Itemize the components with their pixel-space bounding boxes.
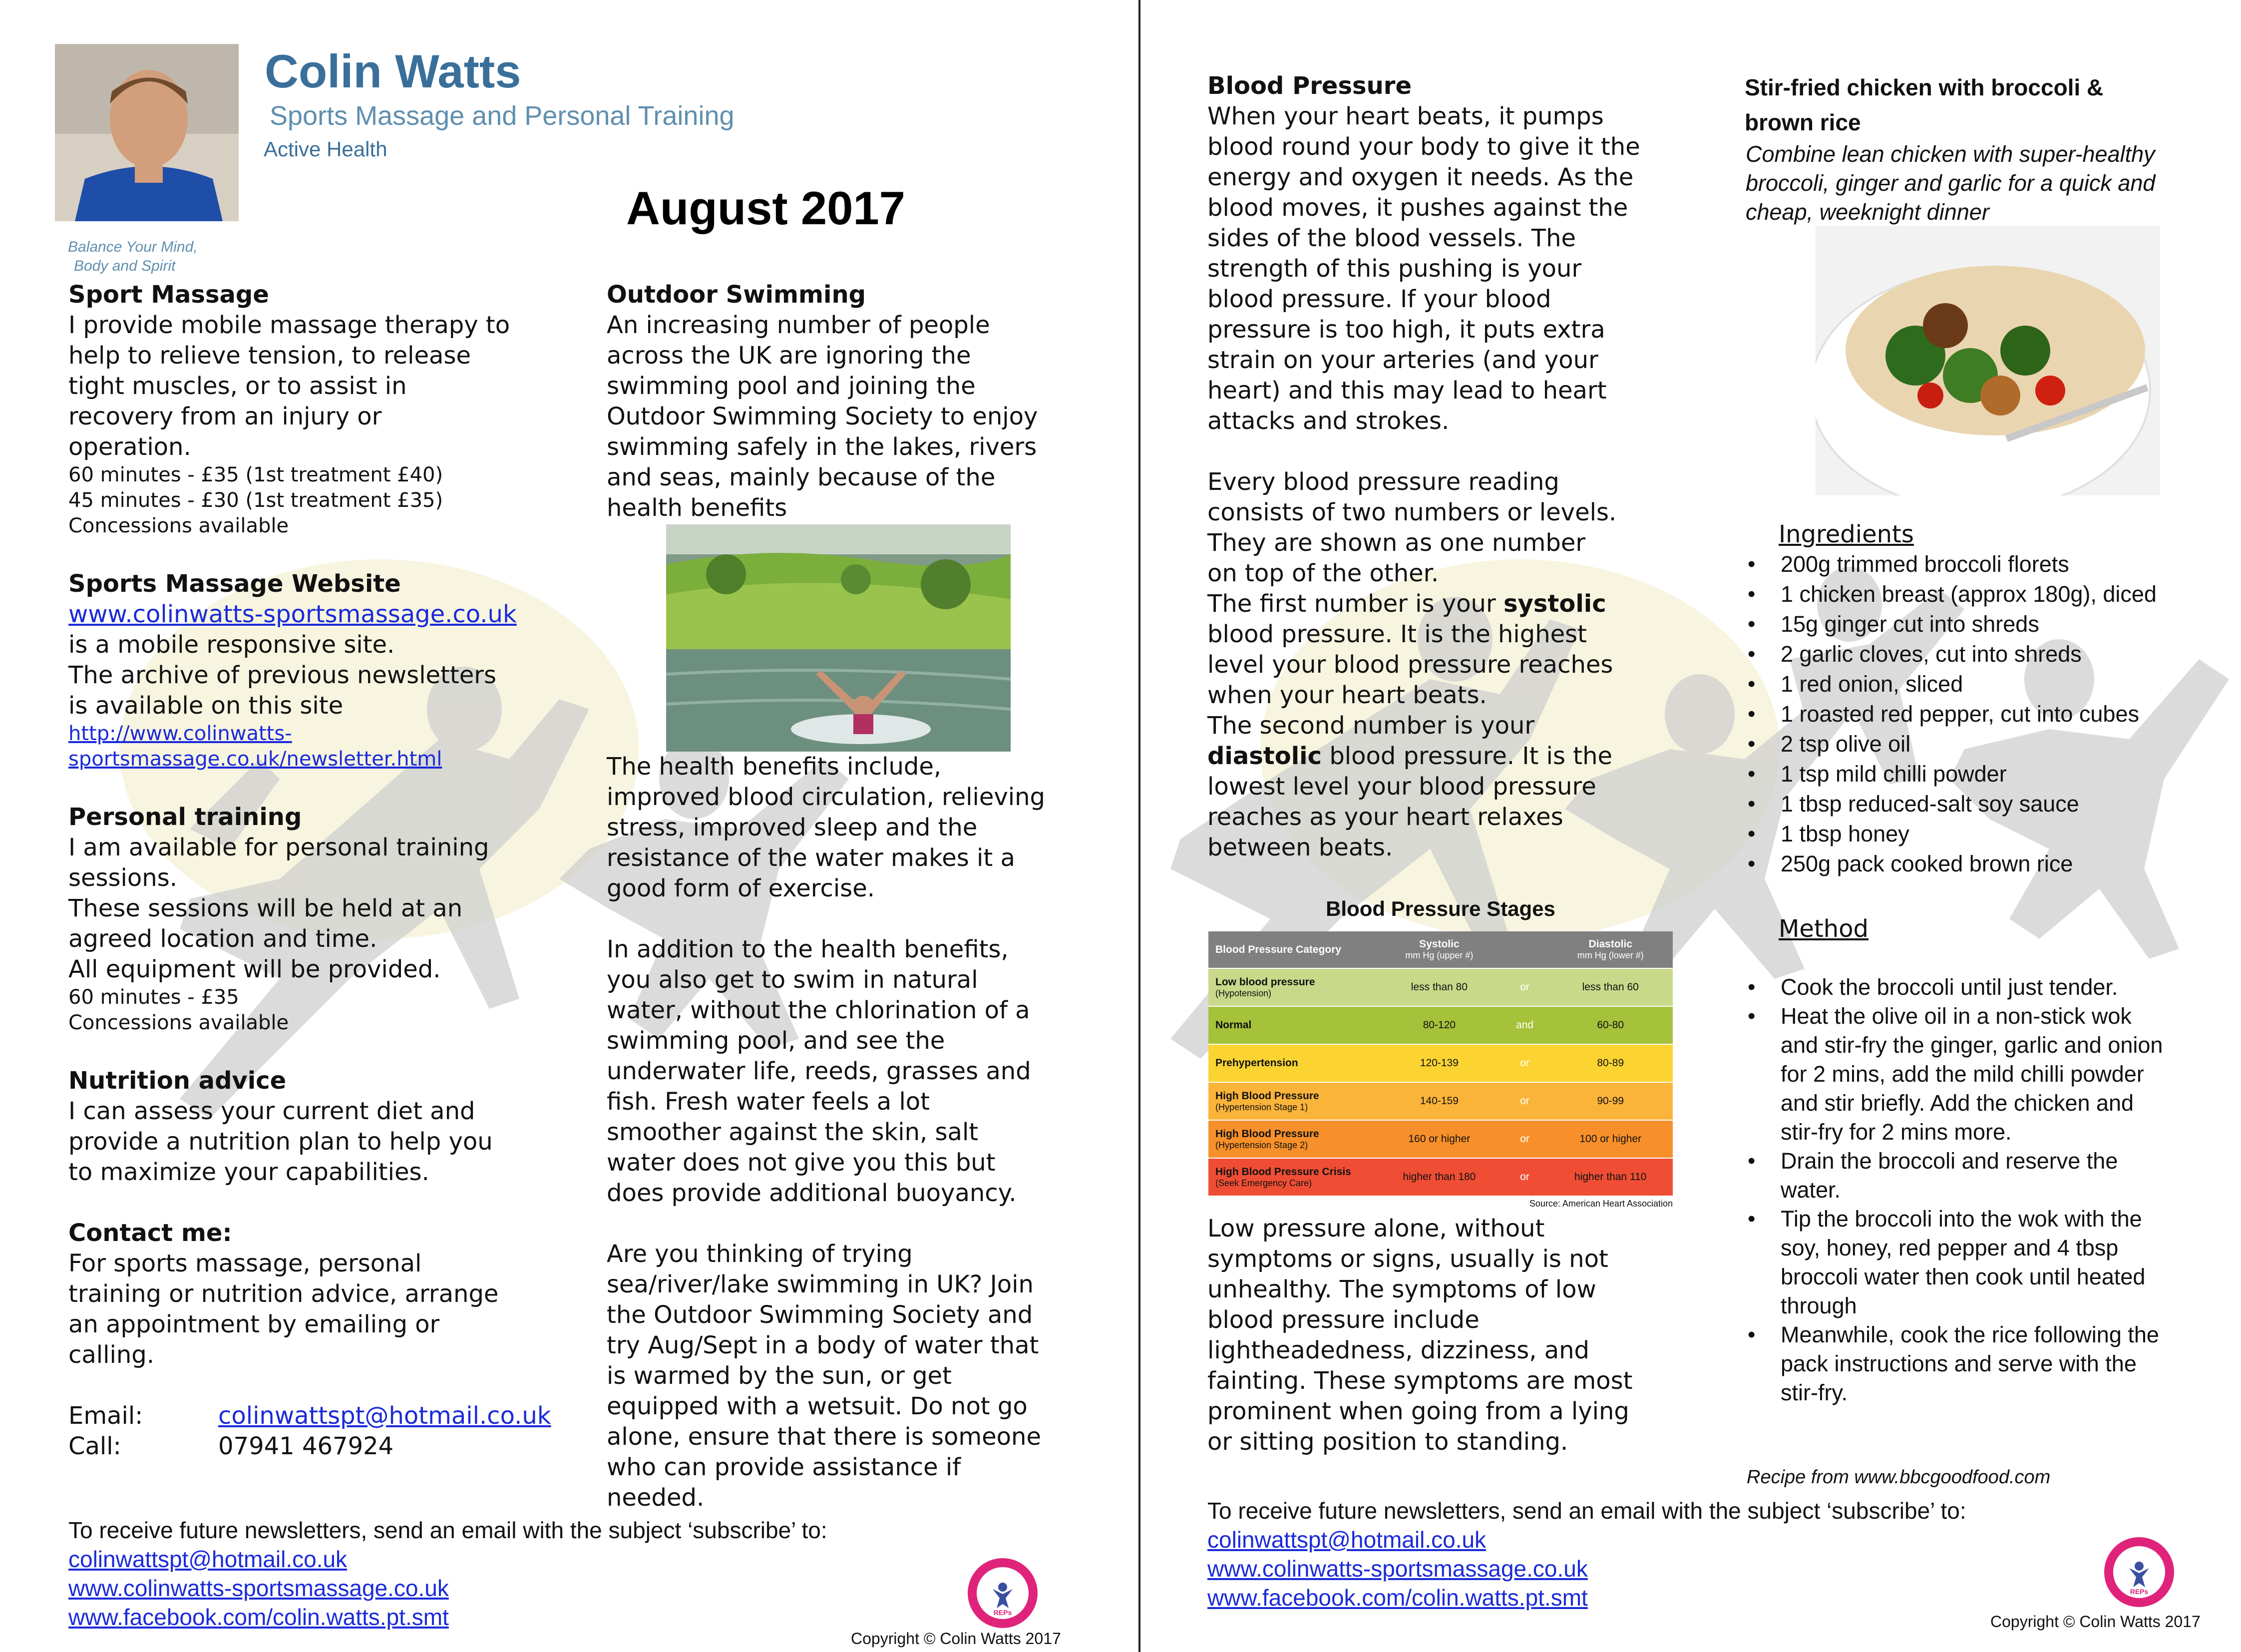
low-pressure-text — [1207, 1214, 1707, 1457]
text-line: prominent when going from a lying — [1207, 1397, 1629, 1425]
method-heading: Method — [1779, 915, 1869, 943]
text-line: who can provide assistance if — [607, 1453, 961, 1481]
blood-pressure-heading: Blood Pressure — [1207, 72, 1412, 100]
personal-training-text — [68, 832, 568, 985]
bp-join-cell: or — [1501, 1044, 1548, 1082]
text-line: across the UK are ignoring the — [607, 342, 971, 370]
text-line: equipped with a wetsuit. Do not go — [607, 1392, 1028, 1420]
text-line: agreed location and time. — [68, 925, 377, 953]
left-column — [68, 280, 568, 1462]
bp-systolic-cell: 140-159 — [1377, 1082, 1501, 1120]
systolic-description — [1207, 619, 1707, 741]
text-line: training or nutrition advice, arrange — [68, 1280, 499, 1308]
text-line: In addition to the health benefits, — [607, 935, 1009, 963]
method-step: • Heat the olive oil in a non-stick wok and stir-fry the ginger, garlic and onion for 2 mins, add the mild chilli powder and stir briefly. Add the chicken and stir-fry for 2 mins more. — [1744, 1002, 2223, 1147]
bp-diastolic-cell: 80-89 — [1548, 1044, 1673, 1082]
text-line: on top of the other. — [1207, 559, 1439, 587]
contact-email-link[interactable]: colinwattspt@hotmail.co.uk — [218, 1402, 551, 1430]
reps-badge-icon — [968, 1558, 1038, 1628]
text-line: I am available for personal training — [68, 833, 489, 861]
swimming-photo — [666, 524, 1011, 752]
text-line: lowest level your blood pressure — [1207, 773, 1596, 801]
recipe-intro-line: cheap, weeknight dinner — [1746, 199, 1989, 225]
text-line: An increasing number of people — [607, 311, 990, 339]
text-line: For sports massage, personal — [68, 1249, 422, 1277]
text-line: water, without the chlorination of a — [607, 996, 1030, 1024]
text-line: and seas, mainly because of the — [607, 463, 996, 491]
blood-pressure-column — [1207, 71, 1707, 863]
ingredient-item: • 2 tsp olive oil — [1744, 729, 2223, 759]
bp-join-cell: or — [1501, 1120, 1548, 1158]
website-heading: Sports Massage Website — [68, 570, 401, 598]
bp-stages-table — [1208, 931, 1673, 1197]
text-line: consists of two numbers or levels. — [1207, 498, 1617, 526]
email-label: Email: — [68, 1402, 143, 1430]
text-line: I provide mobile massage therapy to — [68, 311, 510, 339]
blood-pressure-reading — [1207, 467, 1707, 589]
text-line: reaches as your heart relaxes — [1207, 803, 1563, 831]
ingredient-item: • 1 chicken breast (approx 180g), diced — [1744, 579, 2223, 609]
swimming-column — [607, 280, 1116, 523]
recipe-intro — [1746, 140, 2225, 227]
newsletter-page-right — [1140, 0, 2241, 1652]
text-line: blood moves, it pushes against the — [1207, 194, 1628, 222]
bp-table-row — [1208, 1006, 1673, 1044]
text-line: calling. — [68, 1341, 154, 1369]
text-line: is a mobile responsive site. — [68, 631, 395, 659]
text-line: you also get to swim in natural — [607, 966, 978, 994]
text-line: strength of this pushing is your — [1207, 255, 1582, 283]
recipe-credit: Recipe from www.bbcgoodfood.com — [1747, 1467, 2051, 1488]
bp-category-cell: High Blood Pressure Crisis (Seek Emergency Care) — [1208, 1158, 1377, 1196]
bp-join-cell: or — [1501, 968, 1548, 1006]
sport-massage-text — [68, 310, 568, 462]
text-line: Low pressure alone, without — [1207, 1215, 1545, 1242]
text-line: strain on your arteries (and your — [1207, 346, 1598, 374]
sport-massage-heading: Sport Massage — [68, 281, 269, 309]
text-line: All equipment will be provided. — [68, 955, 441, 983]
text-line: underwater life, reeds, grasses and — [607, 1057, 1031, 1085]
text-line: is available on this site — [68, 692, 344, 720]
text-line: Are you thinking of trying — [607, 1240, 913, 1268]
bp-diastolic-cell: 60-80 — [1548, 1006, 1673, 1044]
swimming-benefits — [607, 752, 1116, 904]
text-line: sessions. — [68, 864, 177, 892]
text-line: blood pressure. If your blood — [1207, 285, 1551, 313]
ingredient-item: • 1 tbsp reduced-salt soy sauce — [1744, 789, 2223, 819]
blood-pressure-intro — [1207, 101, 1707, 436]
sport-massage-price: 60 minutes - £35 (1st treatment £40) — [68, 463, 443, 486]
bp-diastolic-cell: 90-99 — [1548, 1082, 1673, 1120]
ingredient-item: • 200g trimmed broccoli florets — [1744, 549, 2223, 579]
text-line: the Outdoor Swimming Society and — [607, 1301, 1033, 1329]
text-line: tight muscles, or to assist in — [68, 372, 407, 400]
call-label: Call: — [68, 1432, 121, 1460]
bp-table-source: Source: American Heart Association — [1529, 1199, 1673, 1209]
text-line: symptoms or signs, usually is not — [1207, 1245, 1608, 1273]
website-text — [68, 630, 568, 721]
text-line: provide a nutrition plan to help you — [68, 1128, 493, 1156]
personal-training-concessions: Concessions available — [68, 1011, 289, 1034]
footer-facebook-link[interactable]: www.facebook.com/colin.watts.pt.smt — [1207, 1585, 1588, 1611]
bp-table-row — [1208, 1082, 1673, 1120]
badge-label: REPs — [993, 1609, 1012, 1617]
text-line: When your heart beats, it pumps — [1207, 102, 1604, 130]
newsletter-date: August 2017 — [626, 182, 905, 234]
text-line: help to relieve tension, to release — [68, 342, 471, 370]
text-line: unhealthy. The symptoms of low — [1207, 1275, 1596, 1303]
bp-table-title: Blood Pressure Stages — [1326, 897, 1555, 920]
ingredients-list — [1744, 549, 2223, 879]
text-line: swimming pool, and see the — [607, 1027, 945, 1055]
reps-badge-icon — [2104, 1537, 2174, 1607]
bp-diastolic-cell: 100 or higher — [1548, 1120, 1673, 1158]
bp-table-row — [1208, 1044, 1673, 1082]
recipe-intro-line: broccoli, ginger and garlic for a quick and — [1746, 170, 2156, 196]
copyright: Copyright © Colin Watts 2017 — [1990, 1613, 2201, 1631]
ingredient-item: • 1 tbsp honey — [1744, 819, 2223, 849]
recipe-photo — [1816, 226, 2160, 495]
bp-systolic-cell: 80-120 — [1377, 1006, 1501, 1044]
text-line: to maximize your capabilities. — [68, 1158, 429, 1186]
recipe-intro-line: Combine lean chicken with super-healthy — [1746, 141, 2155, 167]
nutrition-heading: Nutrition advice — [68, 1067, 287, 1095]
text-line: improved blood circulation, relieving — [607, 783, 1046, 811]
text-line: water does not give you this but — [607, 1149, 996, 1177]
footer — [68, 1516, 827, 1632]
diastolic-description — [1207, 772, 1707, 863]
personal-training-heading: Personal training — [68, 803, 302, 831]
low-pressure-section — [1207, 1214, 1707, 1457]
header-subtitle: Sports Massage and Personal Training — [270, 101, 735, 131]
recipe-title-line: brown rice — [1745, 109, 1861, 135]
text-line: They are shown as one number — [1207, 529, 1586, 557]
text-line: does provide additional buoyancy. — [607, 1179, 1017, 1207]
footer-email-link[interactable]: colinwattspt@hotmail.co.uk — [68, 1546, 348, 1572]
method-step: • Drain the broccoli and reserve the water. — [1744, 1147, 2223, 1205]
text-line: I can assess your current diet and — [68, 1097, 475, 1125]
footer-website-link[interactable]: www.colinwatts-sportsmassage.co.uk — [68, 1575, 449, 1601]
text-line: sea/river/lake swimming in UK? Join — [607, 1270, 1034, 1298]
text-line: resistance of the water makes it a — [607, 844, 1015, 872]
footer-subscribe: To receive future newsletters, send an email with the subject ‘subscribe’ to: — [68, 1517, 827, 1543]
text-line: alone, ensure that there is someone — [607, 1423, 1041, 1451]
bp-table-row — [1208, 1120, 1673, 1158]
header-tagline: Active Health — [264, 137, 387, 161]
method-step: • Cook the broccoli until just tender. — [1744, 973, 2223, 1002]
text-line: energy and oxygen it needs. As the — [1207, 163, 1634, 191]
footer — [1207, 1496, 1966, 1612]
contact-email-row — [68, 1401, 568, 1431]
text-line: smoother against the skin, salt — [607, 1118, 979, 1146]
text-line: blood round your body to give it the — [1207, 133, 1640, 161]
text-line: sides of the blood vessels. The — [1207, 224, 1576, 252]
text-line: The health benefits include, — [607, 753, 942, 781]
bp-category-cell: High Blood Pressure (Hypertension Stage 1) — [1208, 1082, 1377, 1120]
copyright: Copyright © Colin Watts 2017 — [851, 1630, 1061, 1648]
badge-label: REPs — [2130, 1588, 2149, 1596]
systolic-pre: The first number is your — [1207, 590, 1503, 618]
personal-training-price: 60 minutes - £35 — [68, 986, 239, 1009]
footer-subscribe: To receive future newsletters, send an email with the subject ‘subscribe’ to: — [1207, 1498, 1966, 1524]
bp-systolic-cell: 120-139 — [1377, 1044, 1501, 1082]
motto — [68, 238, 198, 276]
text-line: These sessions will be held at an — [68, 894, 463, 922]
ingredient-item: • 15g ginger cut into shreds — [1744, 609, 2223, 639]
method-step: • Tip the broccoli into the wok with the soy, honey, red pepper and 4 tbsp broccoli water then cook until heated through — [1744, 1205, 2223, 1320]
systolic-term: systolic — [1503, 590, 1606, 618]
archive-link[interactable]: sportsmassage.co.uk/newsletter.html — [68, 748, 442, 771]
footer-email-link[interactable]: colinwattspt@hotmail.co.uk — [1207, 1527, 1487, 1553]
text-line: The archive of previous newsletters — [68, 661, 496, 689]
systolic-line — [1207, 589, 1707, 619]
bp-join-cell: or — [1501, 1082, 1548, 1120]
text-line: recovery from an injury or — [68, 403, 382, 430]
text-line: try Aug/Sept in a body of water that — [607, 1331, 1039, 1359]
contact-phone-row — [68, 1431, 568, 1462]
text-line: swimming pool and joining the — [607, 372, 976, 400]
bp-join-cell: and — [1501, 1006, 1548, 1044]
recipe-title-line: Stir-fried chicken with broccoli & — [1745, 74, 2104, 100]
method-list — [1744, 973, 2223, 1407]
ingredients-heading: Ingredients — [1779, 520, 1914, 548]
recipe-title — [1745, 70, 2224, 140]
sport-massage-concessions: Concessions available — [68, 514, 289, 537]
bp-col-category: Blood Pressure Category — [1208, 931, 1377, 968]
bp-category-cell: Normal — [1208, 1006, 1377, 1044]
motto-line: Body and Spirit — [74, 258, 176, 274]
website-link[interactable]: www.colinwatts-sportsmassage.co.uk — [68, 600, 517, 628]
footer-facebook-link[interactable]: www.facebook.com/colin.watts.pt.smt — [68, 1604, 449, 1630]
header-name: Colin Watts — [265, 45, 521, 97]
diastolic-term: diastolic — [1207, 742, 1322, 770]
bp-table-row — [1208, 1158, 1673, 1196]
text-line: when your heart beats. — [1207, 681, 1487, 709]
diastolic-post: blood pressure. It is the — [1322, 742, 1613, 770]
contact-heading: Contact me: — [68, 1219, 232, 1247]
text-line: needed. — [607, 1484, 705, 1512]
bp-systolic-cell: less than 80 — [1377, 968, 1501, 1006]
ingredient-item: • 1 red onion, sliced — [1744, 669, 2223, 699]
nutrition-text — [68, 1096, 568, 1188]
text-line: health benefits — [607, 494, 787, 522]
text-line: good form of exercise. — [607, 874, 875, 902]
bp-diastolic-cell: higher than 110 — [1548, 1158, 1673, 1196]
motto-line: Balance Your Mind, — [68, 239, 198, 255]
text-line: attacks and strokes. — [1207, 407, 1450, 435]
diastolic-line — [1207, 741, 1707, 772]
bp-category-cell: Prehypertension — [1208, 1044, 1377, 1082]
text-line: fish. Fresh water feels a lot — [607, 1088, 930, 1116]
bp-join-cell: or — [1501, 1158, 1548, 1196]
swimming-column-continued — [607, 752, 1116, 1513]
bp-col-systolic: Systolic mm Hg (upper #) — [1377, 931, 1501, 968]
text-line: Every blood pressure reading — [1207, 468, 1559, 496]
text-line: an appointment by emailing or — [68, 1310, 440, 1338]
text-line: blood pressure include — [1207, 1306, 1480, 1334]
swimming-heading: Outdoor Swimming — [607, 281, 866, 309]
bp-col-diastolic: Diastolic mm Hg (lower #) — [1548, 931, 1673, 968]
bp-category-cell: High Blood Pressure (Hypertension Stage 2) — [1208, 1120, 1377, 1158]
bp-category-cell: Low blood pressure (Hypotension) — [1208, 968, 1377, 1006]
text-line: fainting. These symptoms are most — [1207, 1367, 1633, 1395]
text-line: lightheadedness, dizziness, and — [1207, 1336, 1590, 1364]
bp-systolic-cell: 160 or higher — [1377, 1120, 1501, 1158]
text-line: is warmed by the sun, or get — [607, 1362, 952, 1390]
ingredient-item: • 1 tsp mild chilli powder — [1744, 759, 2223, 789]
text-line: Outdoor Swimming Society to enjoy — [607, 403, 1038, 430]
text-line: stress, improved sleep and the — [607, 814, 978, 841]
text-line: level your blood pressure reaches — [1207, 651, 1613, 679]
text-line: swimming safely in the lakes, rivers — [607, 433, 1037, 461]
text-line: heart) and this may lead to heart — [1207, 377, 1607, 405]
text-line: operation. — [68, 433, 191, 461]
text-line: between beats. — [1207, 833, 1393, 861]
sport-massage-price: 45 minutes - £30 (1st treatment £35) — [68, 489, 443, 512]
contact-text — [68, 1248, 568, 1370]
ingredient-item: • 250g pack cooked brown rice — [1744, 849, 2223, 879]
profile-photo — [55, 44, 239, 221]
method-step: • Meanwhile, cook the rice following the pack instructions and serve with the stir-fry. — [1744, 1320, 2223, 1407]
bp-systolic-cell: higher than 180 — [1377, 1158, 1501, 1196]
ingredient-item: • 2 garlic cloves, cut into shreds — [1744, 639, 2223, 669]
archive-link[interactable]: http://www.colinwatts- — [68, 722, 292, 745]
swimming-invitation — [607, 1239, 1116, 1513]
swimming-natural-water — [607, 934, 1116, 1209]
ingredient-item: • 1 roasted red pepper, cut into cubes — [1744, 699, 2223, 729]
text-line: pressure is too high, it puts extra — [1207, 316, 1605, 344]
swimming-intro — [607, 310, 1116, 523]
footer-website-link[interactable]: www.colinwatts-sportsmassage.co.uk — [1207, 1556, 1588, 1582]
bp-diastolic-cell: less than 60 — [1548, 968, 1673, 1006]
text-line: The second number is your — [1207, 712, 1535, 740]
bp-table-row — [1208, 968, 1673, 1006]
contact-phone: 07941 467924 — [218, 1432, 394, 1460]
text-line: blood pressure. It is the highest — [1207, 620, 1587, 648]
text-line: or sitting position to standing. — [1207, 1428, 1568, 1456]
